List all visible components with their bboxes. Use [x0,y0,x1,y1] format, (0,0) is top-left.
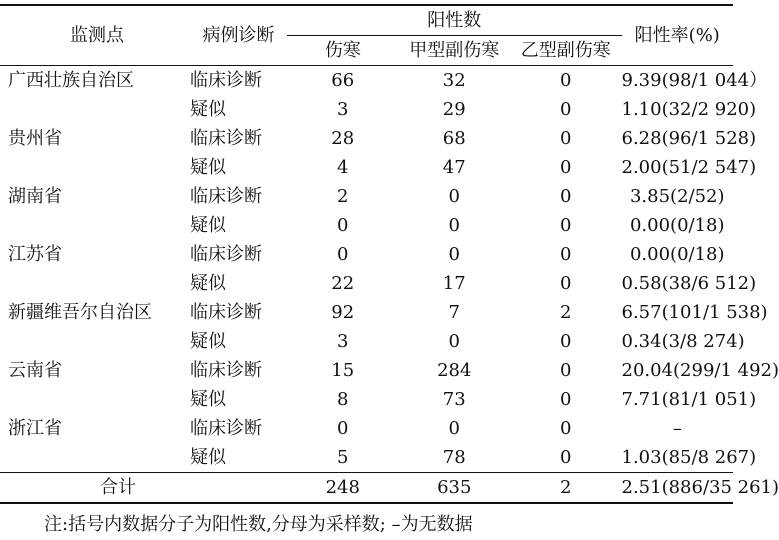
row-typhoid: 3 [337,331,349,352]
row-paratyphoid-a: 47 [442,157,466,178]
row-diagnosis: 临床诊断 [190,302,262,323]
row-typhoid: 5 [337,447,349,468]
total-rate: 2.51(886/35 261) [621,477,779,498]
row-paratyphoid-a: 73 [442,389,466,410]
row-typhoid: 15 [331,360,355,381]
table-row [0,240,733,269]
header-positive-count: 阳性数 [287,5,622,36]
row-rate: 7.71(81/1 051) [621,389,757,410]
row-diagnosis: 疑似 [190,157,226,178]
row-site [0,269,186,298]
row-paratyphoid-a: 0 [448,215,460,236]
row-diagnosis: 临床诊断 [190,418,262,439]
row-typhoid: 0 [337,215,349,236]
row-site: 浙江省 [8,418,62,439]
row-typhoid: 28 [331,128,355,149]
row-paratyphoid-a: 32 [442,70,466,91]
table-row [0,414,733,443]
table-row [0,443,733,473]
row-diagnosis: 疑似 [190,273,226,294]
table-note: 注:括号内数据分子为阳性数,分母为采样数; –为无数据 [44,514,473,535]
row-site [0,385,186,414]
row-paratyphoid-b: 0 [560,244,572,265]
table-row [0,269,733,298]
row-site: 湖南省 [8,186,62,207]
row-typhoid: 4 [337,157,349,178]
table-row [0,66,733,96]
row-site: 云南省 [8,360,62,381]
row-paratyphoid-b: 0 [560,331,572,352]
row-diagnosis: 疑似 [190,331,226,352]
row-paratyphoid-a: 29 [442,99,466,120]
row-rate: 2.00(51/2 547) [621,157,757,178]
row-rate: 0.00(0/18) [629,215,725,236]
row-paratyphoid-b: 0 [560,70,572,91]
table-row [0,153,733,182]
table-row [0,385,733,414]
row-paratyphoid-b: 0 [560,186,572,207]
row-typhoid: 3 [337,99,349,120]
header-paratyphoid-a: 甲型副伤寒 [399,36,511,66]
table-row [0,182,733,211]
header-typhoid: 伤寒 [287,36,399,66]
row-site [0,95,186,124]
row-site: 广西壮族自治区 [8,70,134,91]
row-site [0,327,186,356]
row-paratyphoid-a: 0 [448,331,460,352]
row-diagnosis: 临床诊断 [190,186,262,207]
row-paratyphoid-b: 0 [560,157,572,178]
row-paratyphoid-a: 17 [442,273,466,294]
table-row [0,327,733,356]
row-paratyphoid-b: 0 [560,215,572,236]
row-paratyphoid-a: 0 [448,244,460,265]
table-row [0,124,733,153]
row-diagnosis: 临床诊断 [190,128,262,149]
table-body [0,66,779,473]
row-paratyphoid-b: 0 [560,418,572,439]
row-rate: 6.28(96/1 528) [621,128,757,149]
row-paratyphoid-b: 2 [560,302,572,323]
row-paratyphoid-b: 0 [560,360,572,381]
row-paratyphoid-b: 0 [560,273,572,294]
row-rate: 20.04(299/1 492) [621,360,779,381]
row-paratyphoid-b: 0 [560,389,572,410]
row-site: 新疆维吾尔自治区 [8,302,152,323]
row-rate: 9.39(98/1 044） [621,70,768,91]
total-paratyphoid-b: 2 [560,477,572,498]
row-rate: – [672,418,682,439]
row-typhoid: 92 [331,302,355,323]
row-rate: 1.03(85/8 267) [621,447,757,468]
total-label [0,473,186,504]
row-typhoid: 8 [337,389,349,410]
header-site: 监测点 [0,5,186,66]
row-diagnosis: 临床诊断 [190,360,262,381]
row-typhoid: 0 [337,244,349,265]
row-rate: 0.34(3/8 274) [621,331,745,352]
total-paratyphoid-a: 635 [437,477,472,498]
total-row [0,473,733,504]
row-typhoid: 66 [331,70,355,91]
row-rate: 1.10(32/2 920) [621,99,757,120]
header-diagnosis: 病例诊断 [186,5,287,66]
row-diagnosis: 临床诊断 [190,244,262,265]
row-site [0,443,186,473]
row-typhoid: 2 [337,186,349,207]
row-paratyphoid-b: 0 [560,447,572,468]
row-diagnosis: 临床诊断 [190,70,262,91]
row-diagnosis: 疑似 [190,389,226,410]
positive-rate-table [0,4,779,504]
table-row [0,95,733,124]
table-row [0,211,733,240]
row-rate: 0.58(38/6 512) [621,273,757,294]
total-diagnosis-empty [186,473,287,504]
header-positive-rate: 阳性率(%) [622,5,734,66]
row-paratyphoid-a: 78 [442,447,466,468]
header-paratyphoid-b: 乙型副伤寒 [510,36,622,66]
row-diagnosis: 疑似 [190,99,226,120]
row-site: 贵州省 [8,128,62,149]
row-site [0,153,186,182]
row-site: 江苏省 [8,244,62,265]
row-diagnosis: 疑似 [190,215,226,236]
row-paratyphoid-a: 284 [437,360,472,381]
row-paratyphoid-b: 0 [560,128,572,149]
row-rate: 3.85(2/52) [629,186,725,207]
row-typhoid: 22 [331,273,355,294]
row-typhoid: 0 [337,418,349,439]
row-paratyphoid-a: 0 [448,418,460,439]
row-paratyphoid-b: 0 [560,99,572,120]
table-row [0,356,733,385]
header-row-1 [0,5,733,36]
total-label-text: 合计 [100,477,136,498]
row-paratyphoid-a: 0 [448,186,460,207]
row-rate: 6.57(101/1 538) [621,302,768,323]
table-row [0,298,733,327]
row-site [0,211,186,240]
row-paratyphoid-a: 7 [448,302,460,323]
row-diagnosis: 疑似 [190,447,226,468]
total-typhoid: 248 [325,477,360,498]
row-paratyphoid-a: 68 [442,128,466,149]
row-rate: 0.00(0/18) [629,244,725,265]
